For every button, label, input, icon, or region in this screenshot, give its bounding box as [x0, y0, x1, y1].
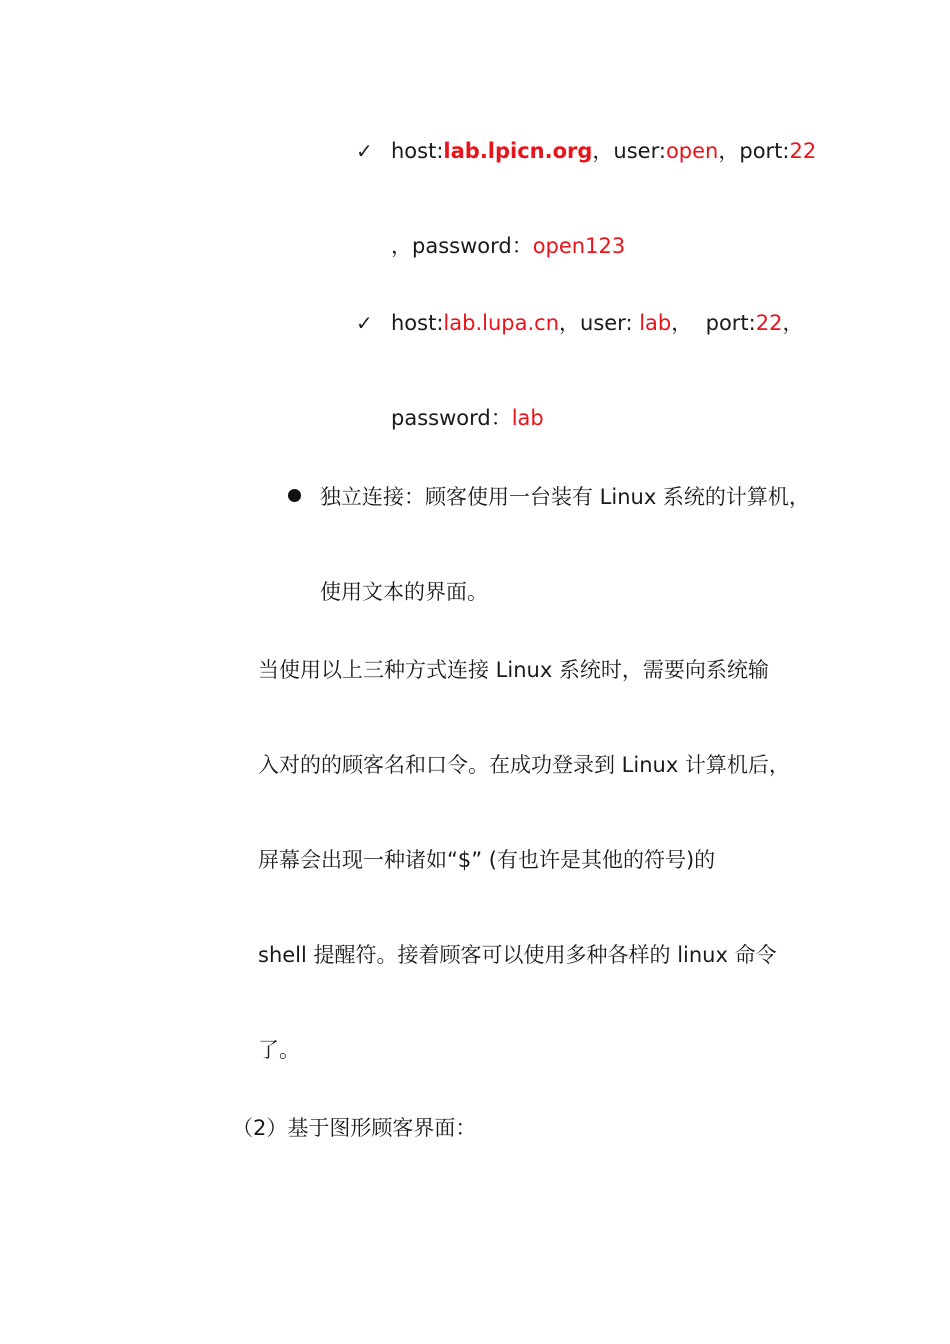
item2-host-value: lab.lupa.cn — [443, 311, 560, 335]
item2-host-label: host: — [391, 311, 444, 335]
check-icon: ✓ — [356, 311, 373, 335]
item2-port-label: port: — [705, 311, 756, 335]
item1-sep1: ， — [592, 139, 614, 163]
item2-password-value: lab — [511, 406, 544, 430]
item1-host-value: lab.lpicn.org — [443, 139, 593, 163]
item1-password-line — [391, 231, 625, 261]
item2-sep3: ， — [782, 311, 804, 335]
item2-connection-line — [391, 308, 803, 338]
item1-host-label: host: — [391, 139, 444, 163]
item2-user-label: user: — [580, 311, 640, 335]
item1-port-value: 22 — [789, 139, 817, 163]
paragraph-line-4: shell 提醒符。接着顾客可以使用多种各样的 linux 命令 — [258, 943, 777, 967]
item2-password-line — [391, 403, 544, 433]
item1-password-value: open123 — [532, 234, 626, 258]
paragraph-line-2: 入对的的顾客名和口令。在成功登录到 Linux 计算机后， — [258, 753, 790, 777]
item2-port-value: 22 — [755, 311, 783, 335]
item1-user-label: user: — [613, 139, 666, 163]
paragraph-line-1: 当使用以上三种方式连接 Linux 系统时，需要向系统输 — [258, 658, 769, 682]
item1-password-label: ，password： — [391, 234, 533, 258]
item2-sep1: ， — [559, 311, 581, 335]
bullet-line-2: 使用文本的界面。 — [320, 580, 488, 604]
item1-sep2: ， — [718, 139, 740, 163]
bullet-dot-icon — [288, 489, 301, 502]
item2-password-label: password： — [391, 406, 512, 430]
item1-user-value: open — [665, 139, 719, 163]
paragraph-line-5: 了。 — [258, 1038, 300, 1062]
paragraph-line-3: 屏幕会出现一种诸如“$” (有也许是其他的符号)的 — [258, 848, 716, 872]
item2-sep2: ， — [671, 311, 706, 335]
bullet-line-1: 独立连接：顾客使用一台装有 Linux 系统的计算机， — [320, 485, 810, 509]
check-icon: ✓ — [356, 139, 373, 163]
item2-user-value: lab — [639, 311, 672, 335]
item1-connection-line — [391, 136, 816, 166]
section-heading: （2）基于图形顾客界面： — [232, 1116, 477, 1140]
item1-port-label: port: — [739, 139, 790, 163]
